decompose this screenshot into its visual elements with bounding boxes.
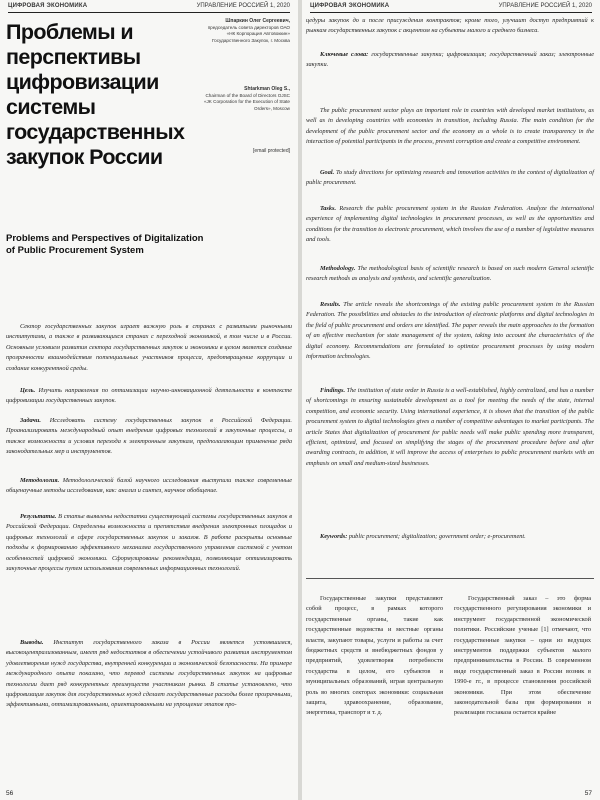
body-column-1: Государственные закупки представляют собой процесс, в рамках которого государственные органы, такие как государственные ведомства и местные органы власти, закупают товары, услуги и работы за счет бюджетных средств и внебюджетных фондов у предприятий, удовлетворяя потребности государства в целом, его субъектов и муниципальных образований, играя центральную роль во многих секторах экономики: социальная защита, здравоохранение, образование, энергетика, транспорт и т. д. [306, 595, 443, 717]
abstract-results-en: Results. The article reveals the shortcomings of the existing public procurement system in the Russian Federation. The possibilities and obstacles to the introduction of electronic platforms and digital technologies in the field of public procurement and orders are identified. The paper reveals the main approaches to the formation of an effective mechanism for state management of the system, taking into account the characteristics of the digital economy. Recommendations are formulated to optimize procurement processes by using modern information technologies. [306, 301, 594, 361]
body-column-2: Государственный заказ – это форма государственного регулирования экономики и инструмент государственной экономической политики. Российские ученые [1] отмечают, что государственные закупки – одни из ведущих инструментов поддержки субъектов малого предпринимательства в России. В современном виде государственный заказ в России возник в 1990-е гг., в процессе становления российской экономики. При этом обеспечение законодательной базы при формировании и реализации госзаказа остается крайне [454, 595, 591, 717]
page-number-right: 57 [584, 790, 592, 797]
abstract-continuation-ru: цедуры закупок до и после присуждения контрактов; кроме того, улучшит доступ предприятий к рынкам государственных закупок с акцентом на субъекты малого и среднего бизнеса. [306, 17, 594, 35]
author-name-en: Shtarkman Oleg S., [244, 86, 290, 92]
author-block-en [200, 86, 290, 112]
abstract-intro-en: The public procurement sector plays an important role in countries with developed market institutions, as well as in developing countries with economies in transition, including Russia. The main condition for the development of the public procurement sector and the economy as a whole is to create transparency in the interaction of potential participants in the process, prevent corruption and create a competitive environment. [306, 107, 594, 146]
abstract-findings-en: Findings. The institution of state order in Russia is a well-established, highly centralized, and has a number of shortcomings in ensuring sustainable development as a tool for meeting the needs of the state, internal competition, and economic security. Using international experience, it is shown that the transition of the public procurement system to digital technologies gives a number of competitive advantages to market participants. The article States that digitalization of procurement for public needs will make public spending more transparent, efficient, optimized, and focused on simplifying the stages of the procurement procedure before and after awarding contracts, in addition, it will improve the access of enterprises to public procurement markets with an emphasis on small and medium-sized businesses. [306, 387, 594, 467]
left-page [0, 0, 298, 800]
abstract-findings-ru: Выводы. Институт государственного заказа в России является устоявшимся, высокоцентрализованным, имеет ряд недостатков в обеспечении устойчивого развития инструментом удовлетворения нужд государства, внутренней конкуренции и экономической безопасности. На примере международного опыта показано, что перевод системы государственных закупок на цифровые технологии дает ряд конкурентных преимуществ участникам рынка. В статье установлено, что цифровизация закупок для государственных нужд сделает государственные расходы более прозрачными, эффективными, оптимизированными, ориентированными на упрощение этапов про- [6, 639, 292, 709]
author-position-en: Chairman of the Board of Directors OJSC «JK Corporation for the Execution of State Orders», Moscow [203, 92, 290, 111]
abstract-goal-ru: Цель. Изучить направления по оптимизации научно-инновационной деятельности в контексте цифровизации государственных закупок. [6, 387, 292, 405]
running-header [8, 3, 290, 13]
header-journal: УПРАВЛЕНИЕ РОССИЕЙ 1, 2020 [196, 3, 290, 9]
author-block-ru [200, 18, 290, 44]
abstract-intro-ru: Сектор государственных закупок играет важную роль в странах с развитыми рыночными институтами, а также в развивающихся странах с переходной экономикой, в том числе и в России. Основным условием развития сектора государственных закупок и экономики в целом является создание прозрачности взаимодействия потенциальных участников процесса, предотвращение коррупции и создание конкурентной среды. [6, 323, 292, 372]
header-section: ЦИФРОВАЯ ЭКОНОМИКА [310, 3, 390, 9]
author-name-ru: Шпаркин Олег Сергеевич, [225, 18, 290, 24]
header-journal: УПРАВЛЕНИЕ РОССИЕЙ 1, 2020 [498, 3, 592, 9]
running-header [310, 3, 592, 13]
abstract-results-ru: Результаты. В статье выявлены недостатки существующей системы государственных закупок в Российской Федерации. Определены возможности и препятствия внедрения электронных площадок и цифровых технологий в сфере государственных закупок и заказов. В работе раскрыты основные подходы к формированию эффективного механизма государственного управления системой с учетом особенностей цифровой экономики. Сформулированы рекомендации, позволяющие оптимизировать закупочные процессы путем использования современных информационных технологий. [6, 513, 292, 573]
abstract-tasks-ru: Задачи. Исследовать систему государственных закупок в Российской Федерации. Проанализировать международный опыт внедрения цифровых технологий в закупочные процессы, а также возможности и условия перехода к электронным закупкам, предполагающим применение ряда законодательных мер и инструментов. [6, 417, 292, 456]
abstract-tasks-en: Tasks. Research the public procurement system in the Russian Federation. Analyze the international experience of implementing digital technologies in procurement processes, as well as the opportunities and conditions for the transition to electronic procurement, which involves the use of a number of legislative measures and tools. [306, 205, 594, 244]
keywords-en: Keywords: public procurement; digitalization; government order; e-procurement. [320, 533, 526, 540]
header-section: ЦИФРОВАЯ ЭКОНОМИКА [8, 3, 88, 9]
author-email: [email protected] [253, 148, 290, 154]
right-page [302, 0, 600, 800]
abstract-methodology-ru: Методология. Методологической базой научного исследования выступили также современные общенаучные методы исследования, как: анализ и синтез, научное обобщение. [6, 477, 292, 495]
article-title-en: Problems and Perspectives of Digitalization of Public Procurement System [6, 233, 204, 256]
section-divider [306, 578, 594, 579]
keywords-ru: Ключевые слова: государственные закупки; цифровизация; государственный заказ; электронные закупки. [306, 51, 595, 69]
page-number-left: 56 [6, 790, 14, 797]
article-title-ru: Проблемы и перспективы цифровизации системы государственных закупок России [6, 20, 185, 169]
abstract-goal-en: Goal. To study directions for optimizing research and innovation activities in the context of digitalization of public procurement. [306, 169, 594, 187]
abstract-methodology-en: Methodology. The methodological basis of scientific research is based on such modern General scientific research methods as analysis and synthesis, and scientific generalization. [306, 265, 594, 283]
author-position-ru: председатель совета директоров ОАО «НК Корпорация Автовоккин» Государственного Закупок, г. Москва [207, 24, 290, 43]
